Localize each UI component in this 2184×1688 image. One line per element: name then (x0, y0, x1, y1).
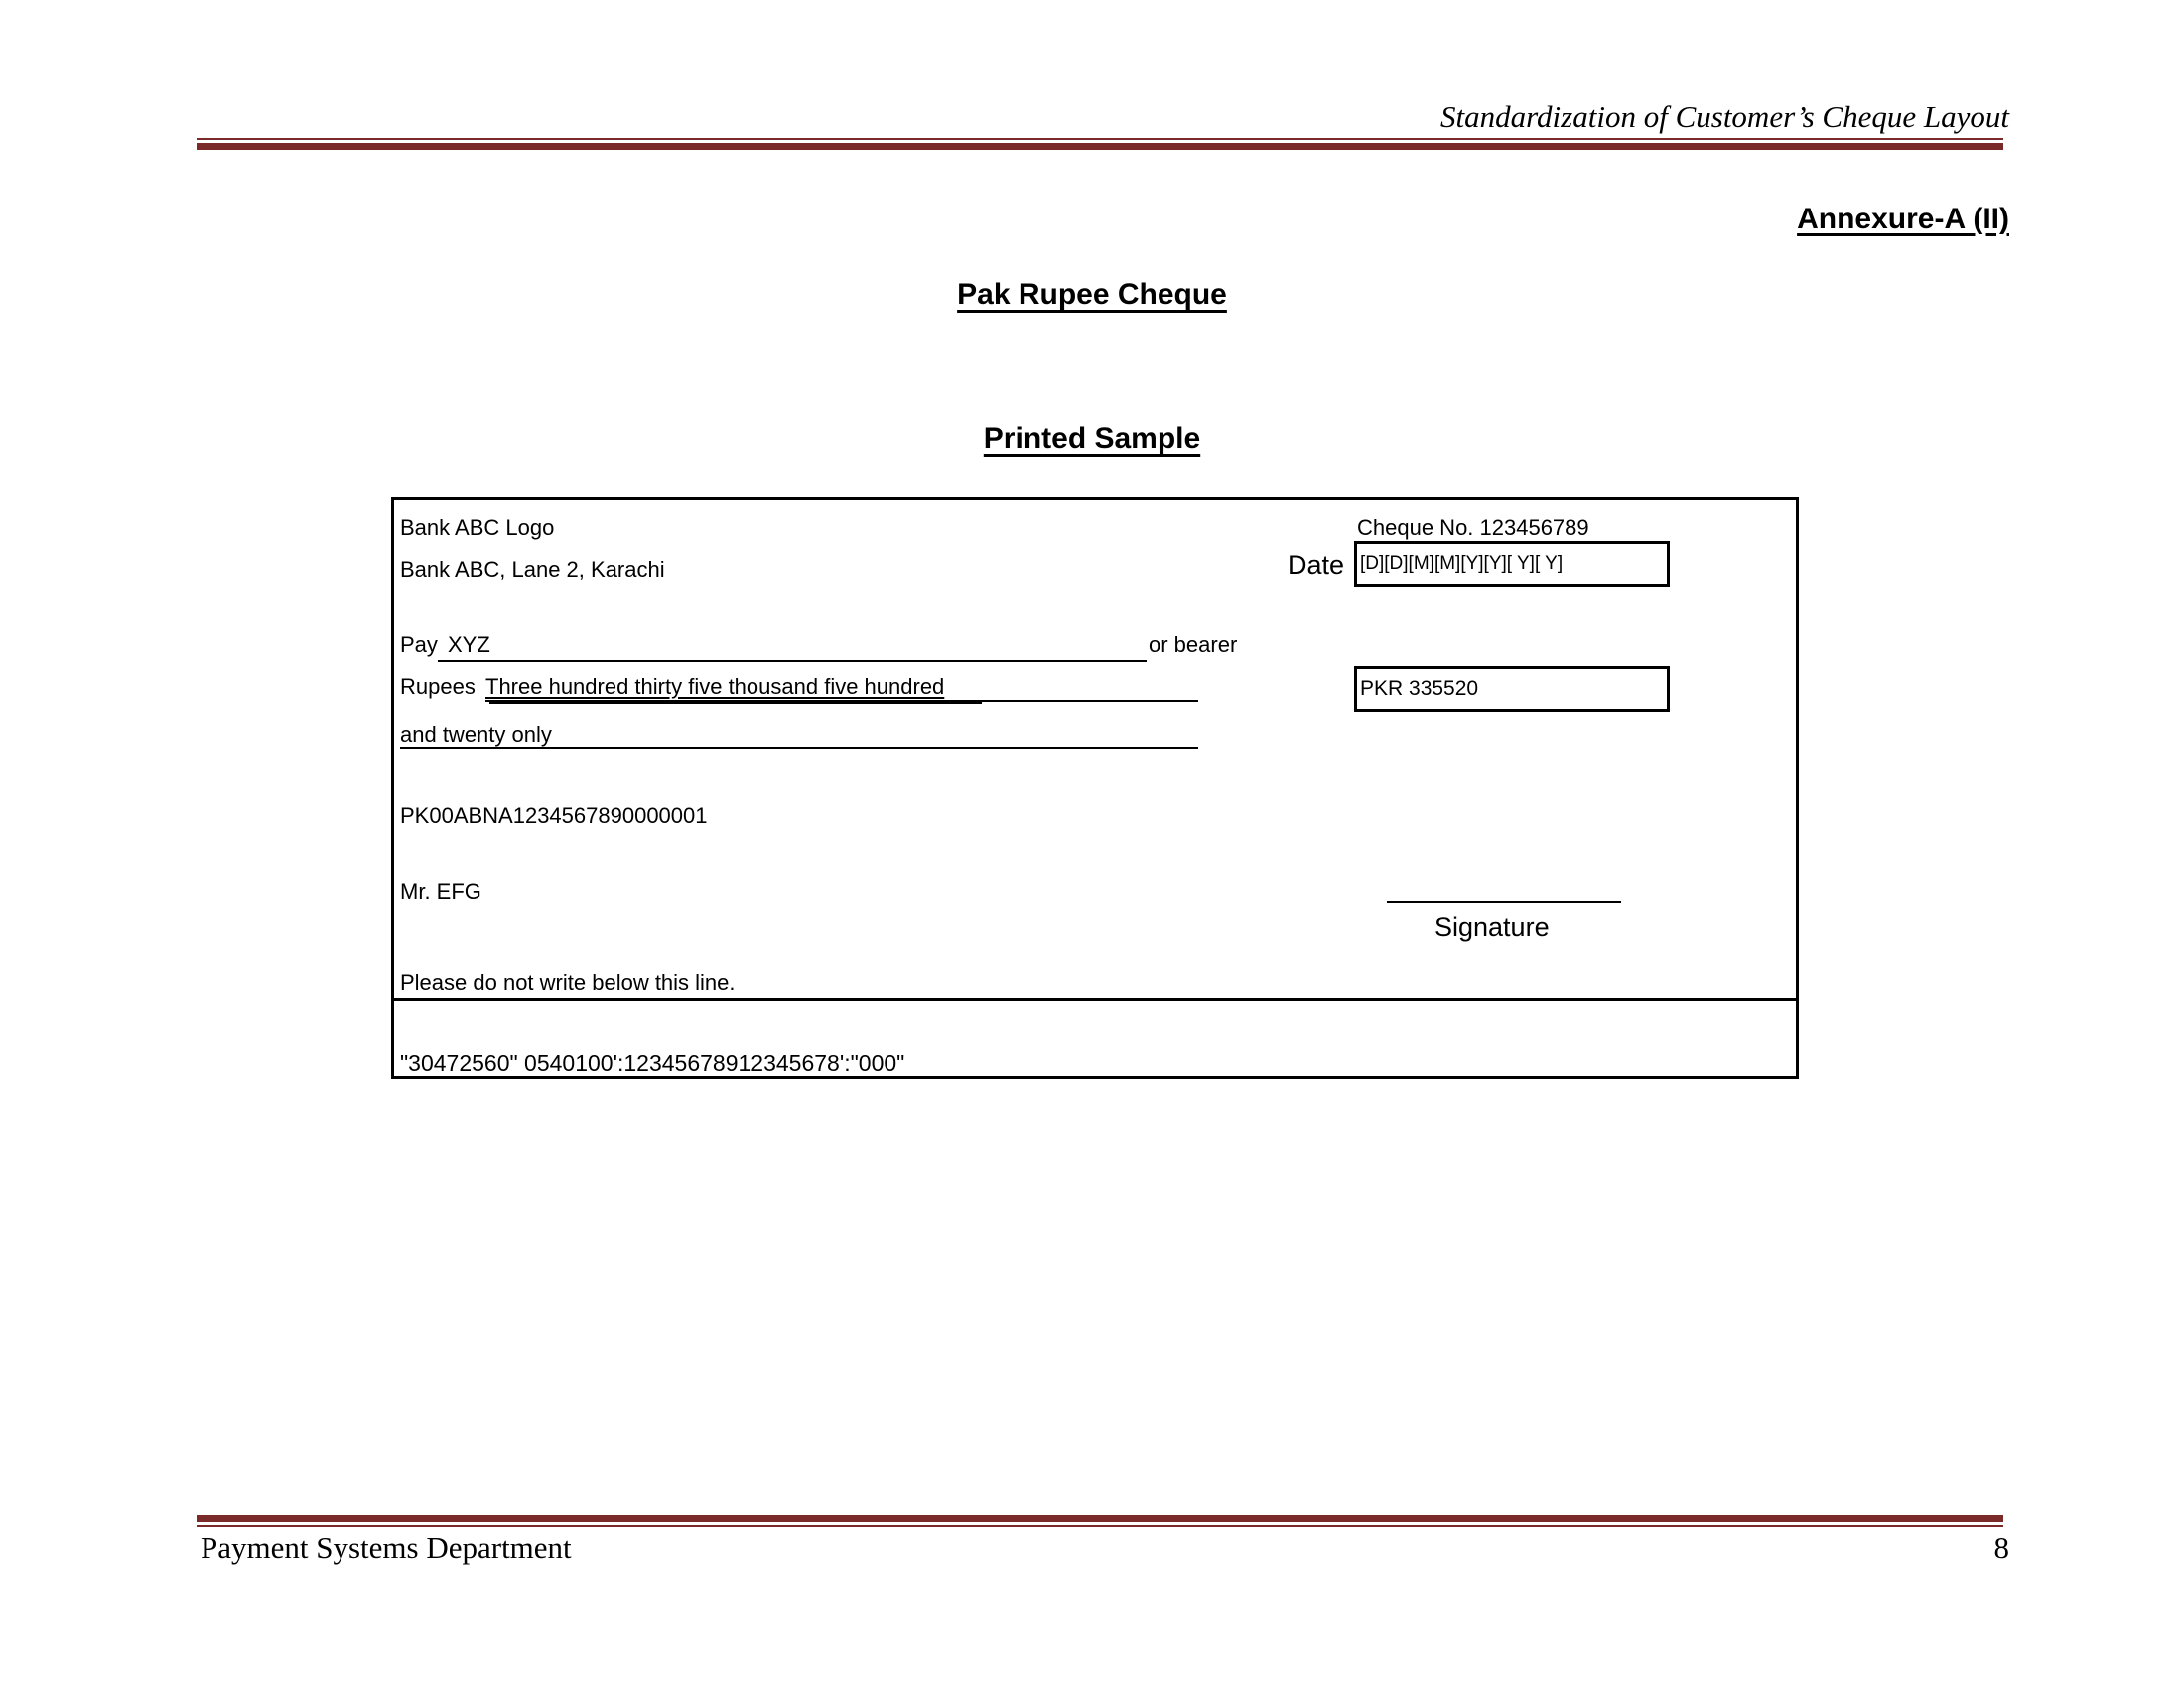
micr-line: "30472560" 0540100':12345678912345678':"000" (400, 1051, 905, 1076)
bank-logo-text: Bank ABC Logo (400, 515, 555, 540)
account-holder: Mr. EFG (400, 879, 481, 904)
amount-words-line2: and twenty only (400, 722, 552, 747)
payee-line (438, 660, 1147, 662)
payee-name: XYZ (448, 633, 490, 657)
page-number: 8 (1993, 1530, 2009, 1565)
bearer-text: or bearer (1149, 633, 1238, 657)
cheque-number: Cheque No. 123456789 (1357, 515, 1589, 540)
amount-figure-box: PKR 335520 (1354, 666, 1670, 712)
cheque-sample (391, 497, 1799, 1079)
rupees-label: Rupees (400, 674, 476, 699)
sub-heading: Printed Sample (983, 422, 1201, 455)
amount-words-line-2 (400, 747, 1198, 749)
main-heading: Pak Rupee Cheque (957, 278, 1227, 311)
document-header-title: Standardization of Customer’s Cheque Layout (1440, 99, 2009, 134)
amount-words-line (485, 700, 1198, 702)
account-number: PK00ABNA1234567890000001 (400, 803, 708, 828)
pay-label: Pay (400, 633, 438, 657)
footer-department: Payment Systems Department (201, 1530, 572, 1565)
annexure-label: Annexure-A (II) (1797, 203, 2009, 235)
amount-words-line1: Three hundred thirty five thousand five hundred (485, 674, 945, 699)
header-rule (197, 138, 2003, 150)
signature-line (1387, 901, 1621, 903)
bank-address: Bank ABC, Lane 2, Karachi (400, 557, 665, 582)
signature-label: Signature (1434, 913, 1550, 942)
micr-separator-line (394, 998, 1796, 1001)
do-not-write-note: Please do not write below this line. (400, 970, 736, 995)
footer-rule (197, 1515, 2003, 1527)
date-label: Date (1288, 550, 1345, 580)
date-box: [D][D][M][M][Y][Y][ Y][ Y] (1354, 541, 1670, 587)
